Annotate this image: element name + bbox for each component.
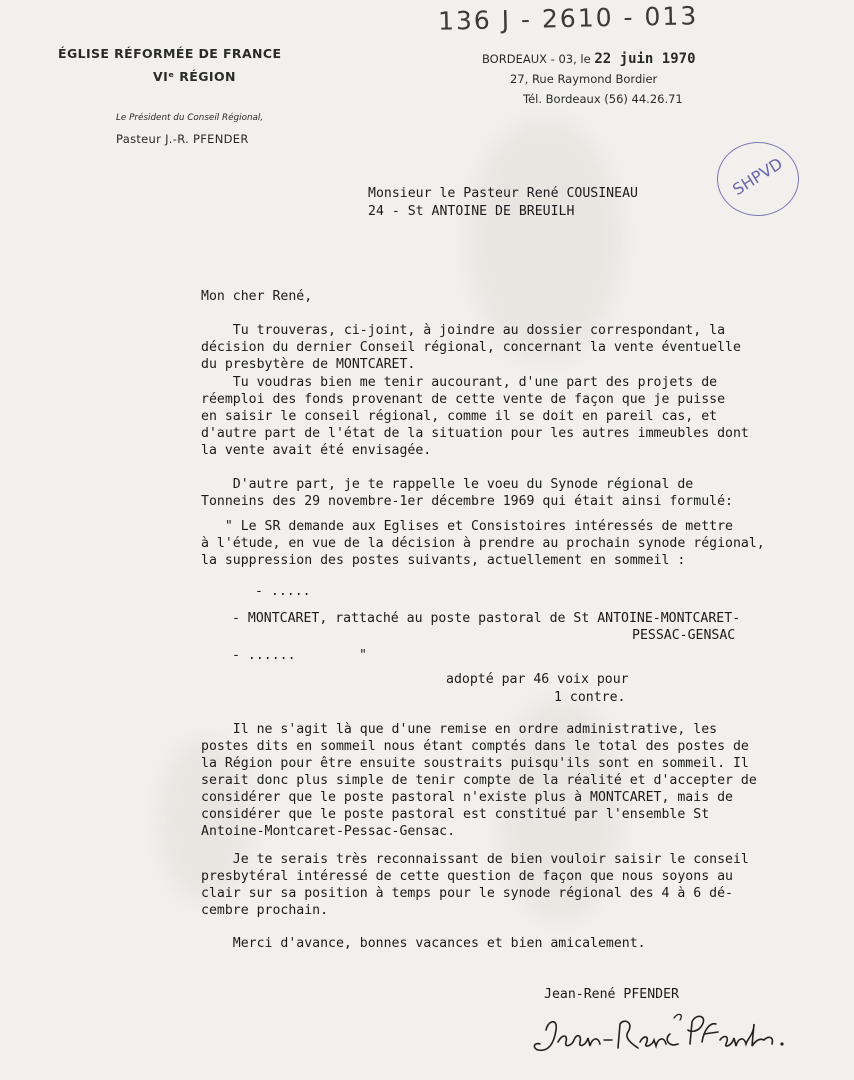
list-item-2: - MONTCARET, rattaché au poste pastoral de St ANTOINE-MONTCARET- [232,611,741,626]
paragraph-4: Il ne s'agit là que d'une remise en ordre administrative, les postes dits en sommeil nous étant comptés dans le total des postes de la Région pour être ensuite soustraits puisqu'ils sont en sommeil. Il serait donc plus simple de tenir compte de la réalité et d'accepter de considérer que le poste pastoral n'existe plus à MONTCARET, mais de considérer que le poste pastoral est constitué par l'ensemble St Antoine-Montcaret-Pessac-Gensac. [201,722,757,839]
archive-reference: 136 J - 2610 - 013 [437,1,699,36]
archive-stamp [717,142,799,216]
paragraph-1: Tu trouveras, ci-joint, à joindre au dossier correspondant, la décision du dernier Conseil régional, concernant la vente éventuelle du presbytère de MONTCARET. [201,323,741,372]
list-item-3: - ...... " [232,648,367,663]
signatory-name: Jean-René PFENDER [544,987,679,1002]
region-name: VIᵉ RÉGION [153,69,236,84]
paragraph-2: Tu voudras bien me tenir aucourant, d'une part des projets de réemploi des fonds provenant de cette vente de façon que je puisse en saisir le conseil régional, comme il se doit en pareil cas, et d'autre part de l'état de la situation pour les autres immeubles dont la vente avait été envisagée. [201,375,749,458]
place-label: BORDEAUX - 03, le [482,52,591,66]
sender-address: 27, Rue Raymond Bordier [510,72,658,86]
salutation: Mon cher René, [201,289,313,304]
president-name: Pasteur J.-R. PFENDER [116,132,249,146]
stamp-text: SHPVD [729,153,786,200]
president-title: Le Président du Conseil Régional, [116,113,264,123]
paragraph-3: D'autre part, je te rappelle le voeu du Synode régional de Tonneins des 29 novembre-1er décembre 1969 qui était ainsi formulé: [201,477,733,509]
list-item-2-continued: PESSAC-GENSAC [632,628,736,643]
paragraph-5: Je te serais très reconnaissant de bien vouloir saisir le conseil presbytéral intéressé de cette question de façon que nous soyons au clair sur sa position à temps pour le synode régional des 4 à 6 dé- cembre prochain. [201,852,749,918]
sender-phone: Tél. Bordeaux (56) 44.26.71 [523,92,683,106]
closing-line: Merci d'avance, bonnes vacances et bien amicalement. [201,936,646,951]
recipient-line-1: Monsieur le Pasteur René COUSINEAU [368,186,638,201]
handwritten-signature [528,1000,793,1068]
list-item-1: - ..... [255,584,311,599]
recipient-line-2: 24 - St ANTOINE DE BREUILH [368,204,575,219]
letter-date: 22 juin 1970 [594,51,696,67]
vote-against: 1 contre. [554,690,626,705]
church-name: ÉGLISE RÉFORMÉE DE FRANCE [58,46,282,61]
vote-for: adopté par 46 voix pour [446,672,629,687]
place-line [482,51,696,67]
synod-quote: " Le SR demande aux Eglises et Consistoires intéressés de mettre à l'étude, en vue de la décision à prendre au prochain synode régional, la suppression des postes suivants, actuellement en sommeil : [201,519,765,568]
